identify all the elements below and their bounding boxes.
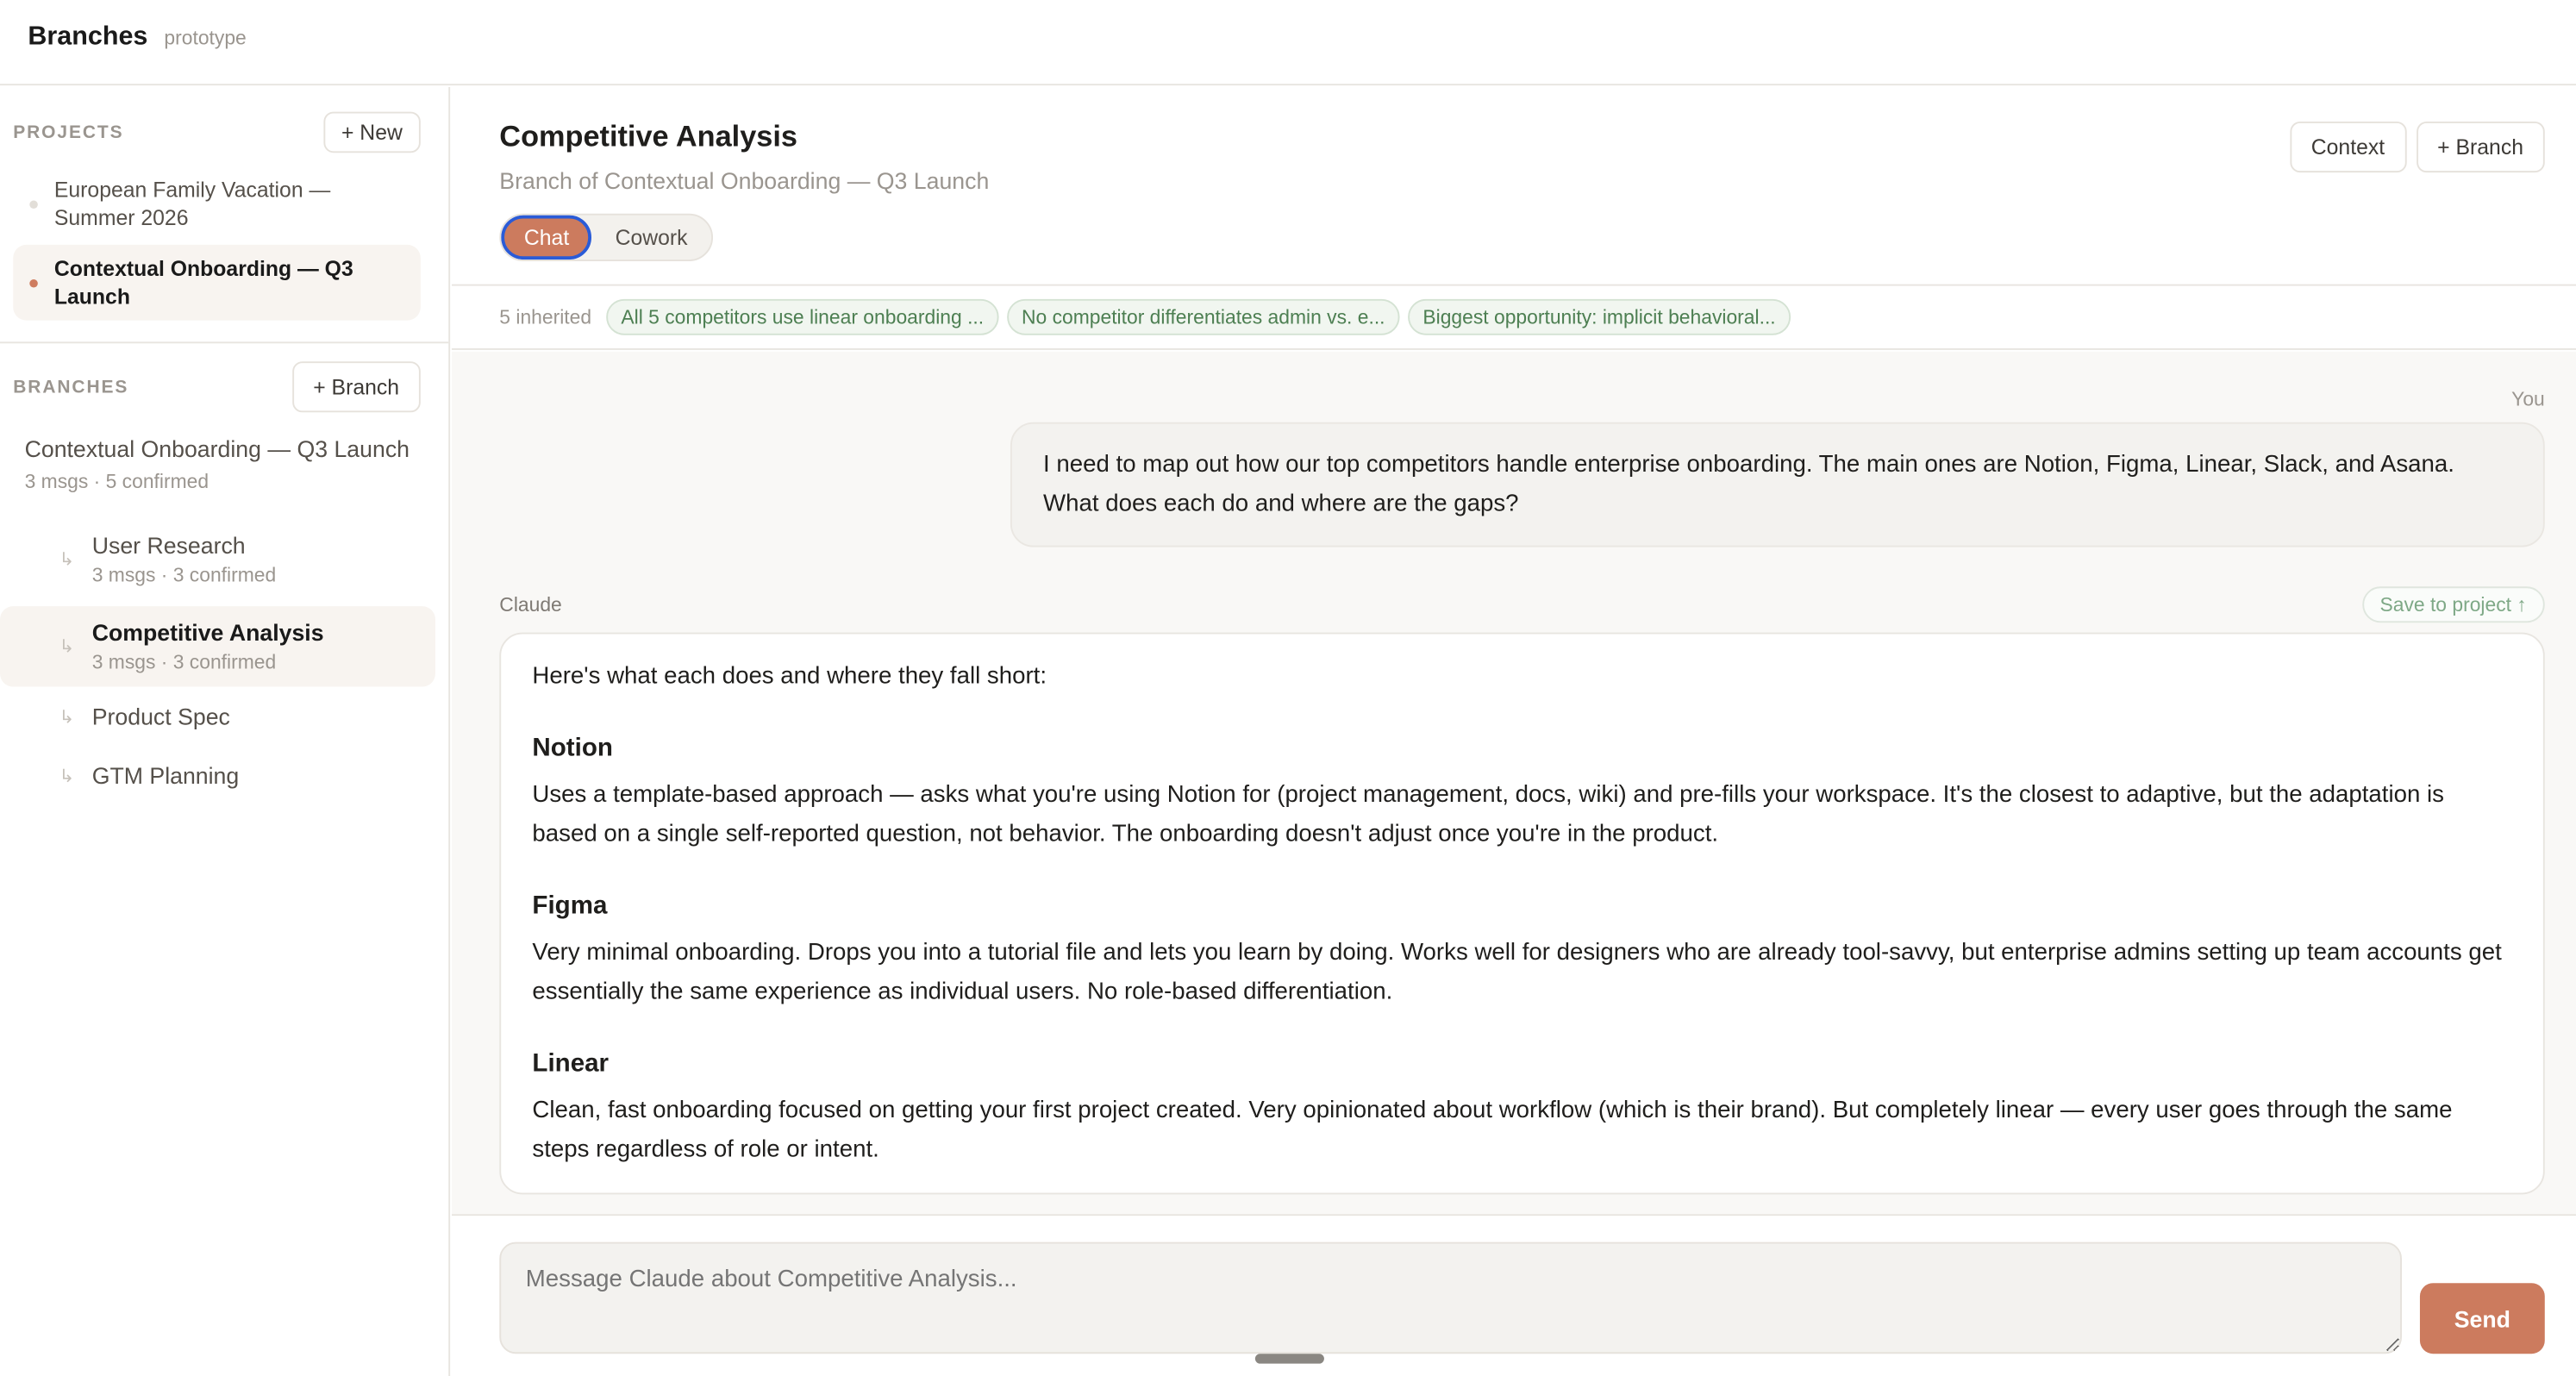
inherited-count: 5 inherited <box>499 305 592 329</box>
branch-meta: 3 msgs · 3 confirmed <box>91 563 277 587</box>
sidebar <box>0 87 450 1376</box>
inherited-chip[interactable]: No competitor differentiates admin vs. e... <box>1007 299 1400 335</box>
project-item-active[interactable] <box>13 245 421 321</box>
user-label: You <box>2511 387 2545 411</box>
section-heading: Linear <box>532 1049 610 1079</box>
branch-item-competitive-analysis[interactable] <box>0 606 435 686</box>
inherited-chip[interactable]: Biggest opportunity: implicit behavioral... <box>1408 299 1791 335</box>
new-project-button[interactable]: + New <box>323 112 421 153</box>
branches-label: BRANCHES <box>13 377 129 397</box>
project-item[interactable] <box>13 166 421 241</box>
assistant-label: Claude <box>499 592 562 616</box>
conversation[interactable] <box>452 352 2576 1216</box>
branch-item-product-spec[interactable] <box>0 690 435 742</box>
resize-handle[interactable] <box>1255 1354 1324 1363</box>
inherited-chip[interactable]: All 5 competitors use linear onboarding ... <box>606 299 998 335</box>
context-button[interactable]: Context <box>2290 122 2406 172</box>
branch-name: Contextual Onboarding — Q3 Launch <box>24 435 410 462</box>
composer <box>452 1214 2576 1376</box>
branch-name: Product Spec <box>91 703 230 730</box>
section-body: Very minimal onboarding. Drops you into a tutorial file and lets you learn by doing. Works well for designers who are already tool-savvy, but enterprise admins setting up team accounts get essentially the same experience as individual users. No role-based differentiation. <box>532 940 2502 1006</box>
top-bar <box>0 0 2576 85</box>
branch-arrow-icon: ↳ <box>59 707 75 728</box>
branch-arrow-icon: ↳ <box>59 637 75 658</box>
inherited-bar <box>452 286 2576 350</box>
intro-text: Here's what each does and where they fall short: <box>532 663 1047 691</box>
send-button[interactable]: Send <box>2420 1283 2545 1354</box>
page-subtitle: Branch of Contextual Onboarding — Q3 Launch <box>499 167 990 194</box>
new-branch-button[interactable]: + Branch <box>291 361 420 412</box>
branch-name: Competitive Analysis <box>91 619 324 646</box>
message-input[interactable] <box>499 1242 2402 1354</box>
project-dot-icon <box>29 200 38 209</box>
projects-label: PROJECTS <box>13 122 124 142</box>
project-name: European Family Vacation — Summer 2026 <box>53 177 331 230</box>
project-name: Contextual Onboarding — Q3 Launch <box>53 256 353 310</box>
branch-meta: 3 msgs · 5 confirmed <box>24 470 209 493</box>
root-branch[interactable] <box>0 435 448 497</box>
section-body: Uses a template-based approach — asks what you're using Notion for (project management, docs, wiki) and pre-fills your workspace. It's the closest to adaptive, but the adaptation is based on a single self-reported question, not behavior. The onboarding doesn't adjust once you're in the product. <box>532 782 2444 848</box>
tab-chat[interactable]: Chat <box>501 216 592 260</box>
branch-arrow-icon: ↳ <box>59 766 75 786</box>
branch-arrow-icon: ↳ <box>59 550 75 571</box>
section-body: Clean, fast onboarding focused on getting your first project created. Very opinionated about workflow (which is their brand). But completely linear — every user goes through the same steps regardless of role or intent. <box>532 1097 2453 1164</box>
project-dot-icon <box>29 278 38 287</box>
branch-item-user-research[interactable] <box>0 519 435 599</box>
save-to-project-button[interactable]: Save to project ↑ <box>2362 586 2545 622</box>
branch-button[interactable]: + Branch <box>2416 122 2544 172</box>
page-title: Competitive Analysis <box>499 120 797 153</box>
branch-item-gtm-planning[interactable] <box>0 749 435 802</box>
divider <box>0 341 448 343</box>
branch-name: User Research <box>91 532 246 559</box>
user-message: I need to map out how our top competitors handle enterprise onboarding. The main ones are Notion, Figma, Linear, Slack, and Asana. What does each do and where are the gaps? <box>1010 422 2545 547</box>
branch-meta: 3 msgs · 3 confirmed <box>91 650 277 674</box>
tab-cowork[interactable]: Cowork <box>615 225 688 250</box>
branch-name: GTM Planning <box>91 762 240 789</box>
mode-toggle <box>499 214 712 261</box>
section-heading: Figma <box>532 891 608 921</box>
section-heading: Notion <box>532 734 613 763</box>
assistant-message <box>499 633 2544 1195</box>
app-title: Branches <box>28 22 148 52</box>
app-tag: prototype <box>164 26 247 50</box>
main-panel <box>452 87 2576 1376</box>
branch-header <box>452 87 2576 286</box>
